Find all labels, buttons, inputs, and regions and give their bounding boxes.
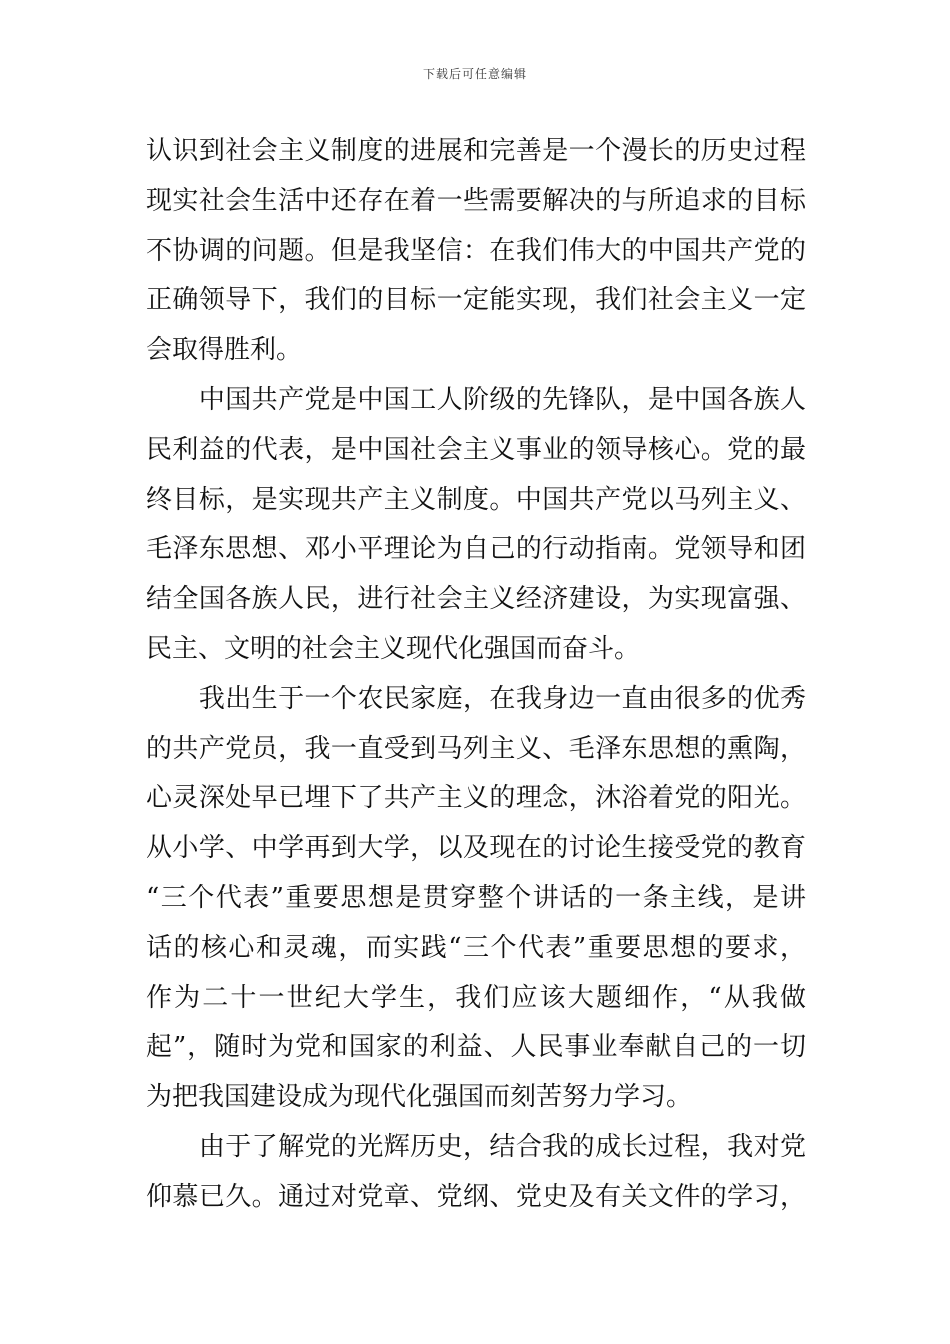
- text-line: “三个代表”重要思想是贯穿整个讲话的一条主线，是讲: [146, 882, 806, 913]
- text-line: 民主、文明的社会主义现代化强国而奋斗。: [146, 633, 641, 664]
- text-line: 话的核心和灵魂，而实践“三个代表”重要思想的要求，: [146, 932, 806, 963]
- text-line: 心灵深处早已埋下了共产主义的理念，沐浴着党的阳光。: [146, 783, 806, 814]
- text-line: 仰慕已久。通过对党章、党纲、党史及有关文件的学习，: [146, 1181, 806, 1212]
- text-line: 我出生于一个农民家庭，在我身边一直由很多的优秀: [146, 683, 806, 714]
- text-line: 现实社会生活中还存在着一些需要解决的与所追求的目标: [146, 185, 806, 216]
- body-text: [146, 127, 806, 1223]
- text-line: 正确领导下，我们的目标一定能实现，我们社会主义一定: [146, 285, 806, 316]
- text-line: 作为二十一世纪大学生，我们应该大题细作，“从我做: [146, 982, 806, 1013]
- text-line: 认识到社会主义制度的进展和完善是一个漫长的历史过程: [146, 136, 806, 166]
- text-line: 不协调的问题。但是我坚信：在我们伟大的中国共产党的: [146, 235, 806, 266]
- text-line: 结全国各族人民，进行社会主义经济建设，为实现富强、: [146, 584, 806, 615]
- text-line: 的共产党员，我一直受到马列主义、毛泽东思想的熏陶，: [146, 733, 806, 764]
- text-line: 毛泽东思想、邓小平理论为自己的行动指南。党领导和团: [146, 534, 806, 565]
- text-line: 为把我国建设成为现代化强国而刻苦努力学习。: [146, 1082, 693, 1113]
- text-line: 会取得胜利。: [146, 335, 303, 366]
- text-line: 从小学、中学再到大学，以及现在的讨论生接受党的教育: [146, 833, 806, 864]
- text-line: 由于了解党的光辉历史，结合我的成长过程，我对党: [146, 1131, 806, 1162]
- text-line: 中国共产党是中国工人阶级的先锋队，是中国各族人: [146, 384, 806, 415]
- page-header-note: 下载后可任意编辑: [422, 67, 527, 81]
- text-line: 起”，随时为党和国家的利益、人民事业奉献自己的一切: [146, 1032, 806, 1063]
- text-line: 民利益的代表，是中国社会主义事业的领导核心。党的最: [146, 434, 806, 465]
- text-line: 终目标，是实现共产主义制度。中国共产党以马列主义、: [146, 484, 806, 515]
